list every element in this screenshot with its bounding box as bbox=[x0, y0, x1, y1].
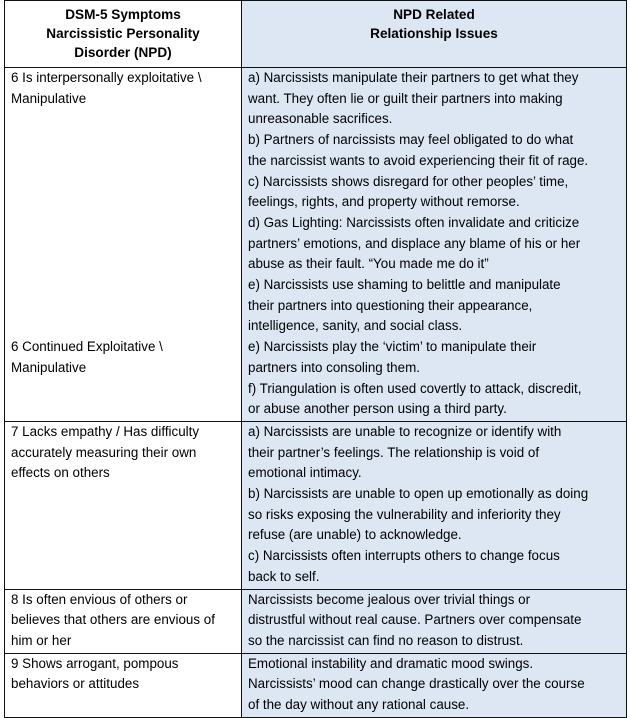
issue-line: the narcissist wants to avoid experiencing their fit of rage. bbox=[248, 152, 589, 168]
table-row bbox=[5, 589, 627, 653]
line-spacer bbox=[11, 171, 235, 192]
line-spacer bbox=[11, 296, 235, 317]
symptom-line: 9 Shows arrogant, pompous bbox=[11, 655, 179, 671]
table-row bbox=[5, 653, 627, 717]
issue-line: b) Narcissists are unable to open up emotionally as doing bbox=[248, 486, 589, 502]
line-spacer bbox=[11, 192, 235, 213]
line-spacer bbox=[11, 275, 235, 296]
issue-line: f) Triangulation is often used covertly to attack, discredit, bbox=[248, 380, 582, 396]
relationship-issues-cell bbox=[242, 68, 627, 422]
symptom-line: accurately measuring their own bbox=[11, 444, 197, 460]
line-spacer bbox=[11, 151, 235, 172]
issue-line: so risks exposing the vulnerability and inferiority they bbox=[248, 506, 561, 522]
issue-line: emotional intimacy. bbox=[248, 465, 362, 481]
line-spacer bbox=[11, 213, 235, 234]
symptom-line: 6 Is interpersonally exploitative \ bbox=[11, 70, 202, 85]
line-spacer bbox=[11, 130, 235, 151]
issue-line: feelings, rights, and property without remorse. bbox=[248, 194, 520, 210]
line-spacer bbox=[11, 254, 235, 275]
symptom-line: effects on others bbox=[11, 465, 110, 481]
symptom-line: him or her bbox=[11, 632, 72, 648]
header-line: Relationship Issues bbox=[370, 26, 498, 41]
header-row bbox=[5, 1, 627, 68]
issue-line: or abuse another person using a third party. bbox=[248, 401, 507, 417]
symptom-line: 6 Continued Exploitative \ bbox=[11, 338, 163, 354]
issue-line: d) Gas Lighting: Narcissists often invalidate and criticize bbox=[248, 214, 580, 230]
issue-line: a) Narcissists manipulate their partners to get what they bbox=[248, 70, 579, 85]
line-spacer bbox=[11, 109, 235, 130]
issue-line: unreasonable sacrifices. bbox=[248, 111, 393, 127]
symptom-line: Manipulative bbox=[11, 359, 87, 375]
issue-line: intelligence, sanity, and social class. bbox=[248, 318, 463, 334]
issue-line: a) Narcissists are unable to recognize or identify with bbox=[248, 423, 562, 439]
table-row bbox=[5, 68, 627, 422]
issue-line: want. They often lie or guilt their partners into making bbox=[248, 90, 563, 106]
issue-line: abuse as their fault. “You made me do it” bbox=[248, 256, 489, 272]
issue-line: b) Partners of narcissists may feel obligated to do what bbox=[248, 132, 574, 148]
symptom-cell bbox=[5, 421, 242, 589]
symptom-line: 8 Is often envious of others or bbox=[11, 591, 188, 607]
issue-line: of the day without any rational cause. bbox=[248, 697, 470, 713]
relationship-issues-cell bbox=[242, 589, 627, 653]
header-line: Disorder (NPD) bbox=[74, 45, 172, 60]
symptom-line: believes that others are envious of bbox=[11, 612, 215, 628]
header-relationship-issues bbox=[242, 1, 627, 68]
symptom-cell bbox=[5, 68, 242, 422]
header-dsm5-symptoms bbox=[5, 1, 242, 68]
issue-line: back to self. bbox=[248, 568, 320, 584]
issue-line: partners into consoling them. bbox=[248, 359, 420, 375]
header-line: DSM-5 Symptoms bbox=[65, 7, 181, 22]
issue-line: partners’ emotions, and displace any blame of his or her bbox=[248, 235, 581, 251]
header-line: Narcissistic Personality bbox=[46, 26, 200, 41]
header-line: NPD Related bbox=[393, 7, 475, 22]
issue-line: Emotional instability and dramatic mood swings. bbox=[248, 655, 534, 671]
table-row bbox=[5, 421, 627, 589]
symptom-cell bbox=[5, 589, 242, 653]
issue-line: Narcissists become jealous over trivial things or bbox=[248, 591, 531, 607]
issue-line: distrustful without real cause. Partners over compensate bbox=[248, 612, 582, 628]
symptom-cell bbox=[5, 653, 242, 717]
issue-line: c) Narcissists shows disregard for other peoples’ time, bbox=[248, 173, 569, 189]
line-spacer bbox=[11, 234, 235, 255]
symptom-line: behaviors or attitudes bbox=[11, 676, 140, 692]
issue-line: e) Narcissists use shaming to belittle and manipulate bbox=[248, 277, 561, 293]
symptom-line: Manipulative bbox=[11, 90, 87, 106]
issue-line: their partner’s feelings. The relationship is void of bbox=[248, 444, 540, 460]
issue-line: c) Narcissists often interrupts others to change focus bbox=[248, 548, 560, 564]
issue-line: refuse (are unable) to acknowledge. bbox=[248, 527, 462, 543]
relationship-issues-cell bbox=[242, 653, 627, 717]
npd-table bbox=[4, 0, 627, 718]
issue-line: e) Narcissists play the ‘victim’ to manipulate their bbox=[248, 339, 537, 355]
line-spacer bbox=[11, 316, 235, 337]
relationship-issues-cell bbox=[242, 421, 627, 589]
issue-line: Narcissists’ mood can change drastically over the course bbox=[248, 676, 585, 692]
issue-line: their partners into questioning their appearance, bbox=[248, 297, 533, 313]
symptom-line: 7 Lacks empathy / Has difficulty bbox=[11, 423, 200, 439]
issue-line: so the narcissist can find no reason to distrust. bbox=[248, 632, 524, 648]
